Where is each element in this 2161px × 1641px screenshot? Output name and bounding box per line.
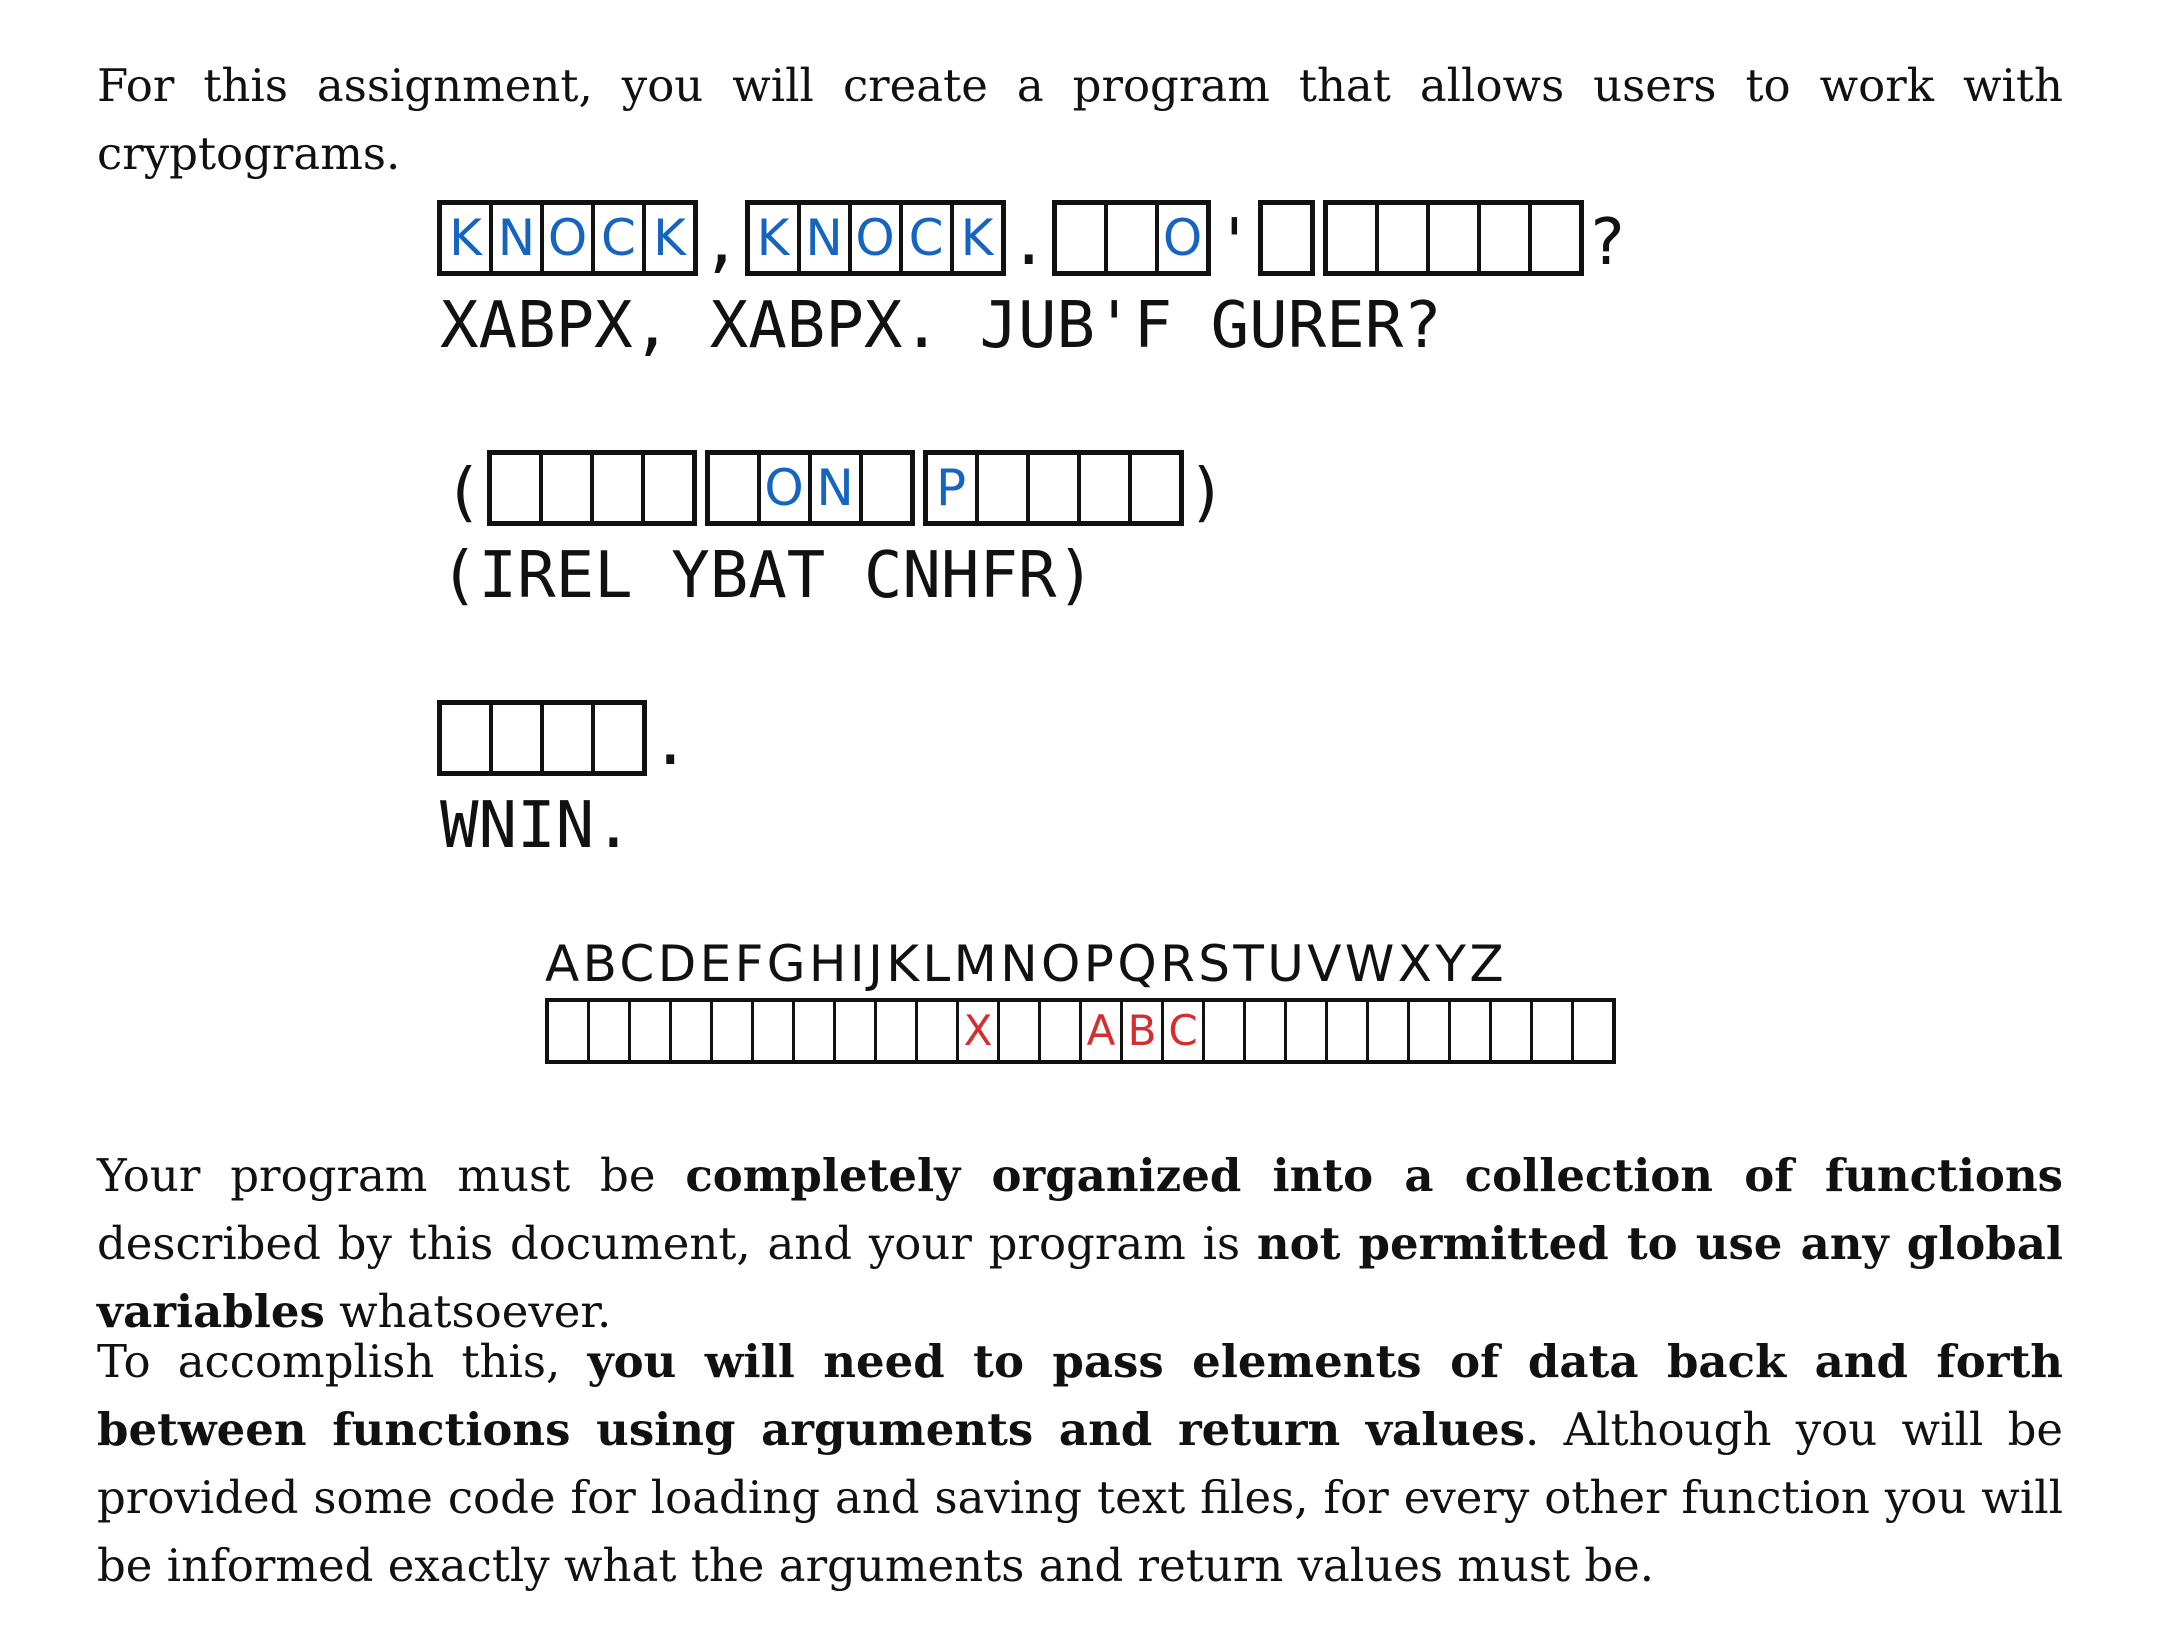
- key-cell-p: C: [1164, 1002, 1205, 1060]
- word-boxes: [1258, 200, 1315, 276]
- key-cell-o: B: [1123, 1002, 1164, 1060]
- solution-row-3: .: [437, 700, 694, 776]
- solution-row-2: ( O N P ): [440, 450, 1230, 526]
- word-boxes: O: [1052, 200, 1211, 276]
- key-cell-x: [1492, 1002, 1533, 1060]
- cipher-line-2: (IREL YBAT CNHFR): [440, 539, 1096, 613]
- alphabet-key-boxes: [545, 998, 1616, 1064]
- cipher-line-3: WNIN.: [440, 789, 633, 863]
- key-cell-c: [631, 1002, 672, 1060]
- word-boxes: [437, 700, 647, 776]
- key-cell-z: [1574, 1002, 1612, 1060]
- key-cell-h: [836, 1002, 877, 1060]
- word-boxes: [1323, 200, 1584, 276]
- word-boxes: K N O C K: [437, 200, 698, 276]
- data-passing-paragraph: To accomplish this, you will need to pass elements of data back and forth between functions using arguments and return values. Although you will be provided some code for loading and saving text files, for every other function you will be informed exactly what the arguments and return values must be.: [97, 1335, 2064, 1592]
- key-cell-q: [1205, 1002, 1246, 1060]
- key-cell-t: [1328, 1002, 1369, 1060]
- key-cell-j: [918, 1002, 959, 1060]
- key-cell-a: [549, 1002, 590, 1060]
- cipher-line-1: XABPX, XABPX. JUB'F GURER?: [440, 289, 1442, 363]
- word-boxes: K N O C K: [745, 200, 1006, 276]
- key-cell-s: [1287, 1002, 1328, 1060]
- key-cell-u: [1369, 1002, 1410, 1060]
- word-boxes: P: [923, 450, 1184, 526]
- key-cell-d: [672, 1002, 713, 1060]
- functions-paragraph: Your program must be completely organized into a collection of functions described by this document, and your program is not permitted to use any global variables whatsoever.: [97, 1149, 2064, 1338]
- key-cell-y: [1533, 1002, 1574, 1060]
- key-cell-v: [1410, 1002, 1451, 1060]
- key-cell-k: X: [959, 1002, 1000, 1060]
- intro-paragraph: For this assignment, you will create a program that allows users to work with cryptograms.: [97, 59, 2063, 180]
- key-cell-e: [713, 1002, 754, 1060]
- word-boxes: [487, 450, 697, 526]
- key-cell-f: [754, 1002, 795, 1060]
- key-cell-m: [1041, 1002, 1082, 1060]
- key-cell-i: [877, 1002, 918, 1060]
- key-cell-w: [1451, 1002, 1492, 1060]
- word-boxes: O N: [705, 450, 915, 526]
- key-cell-r: [1246, 1002, 1287, 1060]
- solution-row-1: K N O C K , K N O C K . O ' ?: [437, 200, 1630, 276]
- key-cell-n: A: [1082, 1002, 1123, 1060]
- key-cell-g: [795, 1002, 836, 1060]
- alphabet-header: ABCDEFGHIJKLMNOPQRSTUVWXYZ: [545, 935, 1507, 993]
- key-cell-l: [1000, 1002, 1041, 1060]
- key-cell-b: [590, 1002, 631, 1060]
